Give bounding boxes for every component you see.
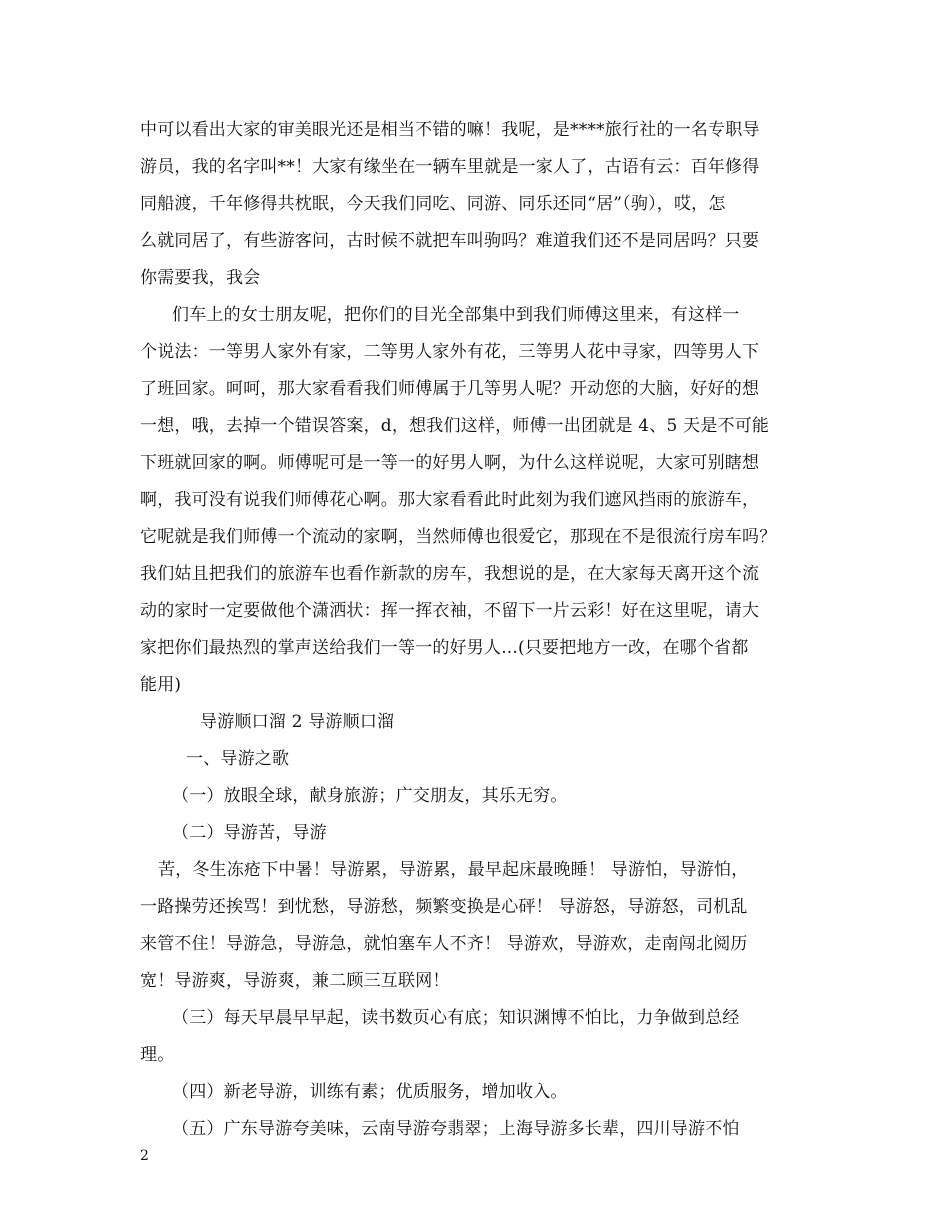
section-heading: 导游顺口溜 2 导游顺口溜 (200, 712, 395, 732)
text-line: 一路操劳还挨骂！到忧愁，导游愁，频繁变换是心砰！ 导游怒，导游怒，司机乱 (140, 897, 748, 917)
text-line: 下班就回家的啊。师傅呢可是一等一的好男人啊，为什么这样说呢，大家可别瞎想 (140, 453, 760, 473)
text-line: （二）导游苦，导游 (172, 823, 327, 843)
text-line: 们车上的女士朋友呢，把你们的目光全部集中到我们师傅这里来，有这样一 (172, 305, 740, 325)
text-line: 它呢就是我们师傅一个流动的家啊，当然师傅也很爱它，那现在不是很流行房车吗？ (140, 527, 777, 547)
text-line: 同船渡，千年修得共枕眠，今天我们同吃、同游、同乐还同“居”（驹），哎，怎 (140, 194, 726, 214)
text-line: 了班回家。呵呵，那大家看看我们师傅属于几等男人呢？开动您的大脑，好好的想 (140, 379, 760, 399)
text-line: （五）广东导游夸美味，云南导游夸翡翠；上海导游多长辈，四川导游不怕 (172, 1119, 740, 1139)
subsection-heading: 一、导游之歌 (186, 749, 290, 769)
text-line: 你需要我，我会 (140, 268, 261, 288)
text-line: 能用) (140, 675, 182, 695)
text-line: 中可以看出大家的审美眼光还是相当不错的嘛！我呢，是****旅行社的一名专职导 (140, 120, 760, 140)
text-line: 个说法：一等男人家外有家，二等男人家外有花，三等男人花中寻家，四等男人下 (140, 342, 760, 362)
text-line: 么就同居了，有些游客问，古时候不就把车叫驹吗？难道我们还不是同居吗？只要 (140, 231, 760, 251)
text-line: 宽！导游爽，导游爽，兼二顾三互联网！ (140, 971, 450, 991)
text-line: 动的家时一定要做他个潇洒状：挥一挥衣袖，不留下一片云彩！好在这里呢，请大 (140, 601, 760, 621)
text-line: 苦，冬生冻疮下中暑！导游累，导游累，最早起床最晚睡！ 导游怕，导游怕， (158, 860, 749, 880)
text-line: 一想，哦，去掉一个错误答案，d，想我们这样，师傅一出团就是 4、5 天是不可能 (140, 416, 770, 436)
text-line: 理。 (140, 1045, 175, 1065)
text-line: （一）放眼全球，献身旅游；广交朋友，其乐无穷。 (172, 786, 568, 806)
text-line: 家把你们最热烈的掌声送给我们一等一的好男人...(只要把地方一改，在哪个省都 (140, 638, 749, 658)
page-number: 2 (140, 1148, 149, 1164)
text-line: 我们姑且把我们的旅游车也看作新款的房车，我想说的是，在大家每天离开这个流 (140, 564, 760, 584)
text-line: 来管不住！导游急，导游急，就怕塞车人不齐！ 导游欢，导游欢，走南闯北阅历 (140, 934, 748, 954)
text-line: （四）新老导游，训练有素；优质服务，增加收入。 (172, 1082, 568, 1102)
text-line: 啊，我可没有说我们师傅花心啊。那大家看看此时此刻为我们遮风挡雨的旅游车， (140, 490, 760, 510)
text-line: （三）每天早晨早早起，读书数页心有底；知识渊博不怕比，力争做到总经 (172, 1008, 740, 1028)
text-line: 游员，我的名字叫**！大家有缘坐在一辆车里就是一家人了，古语有云：百年修得 (140, 157, 760, 177)
